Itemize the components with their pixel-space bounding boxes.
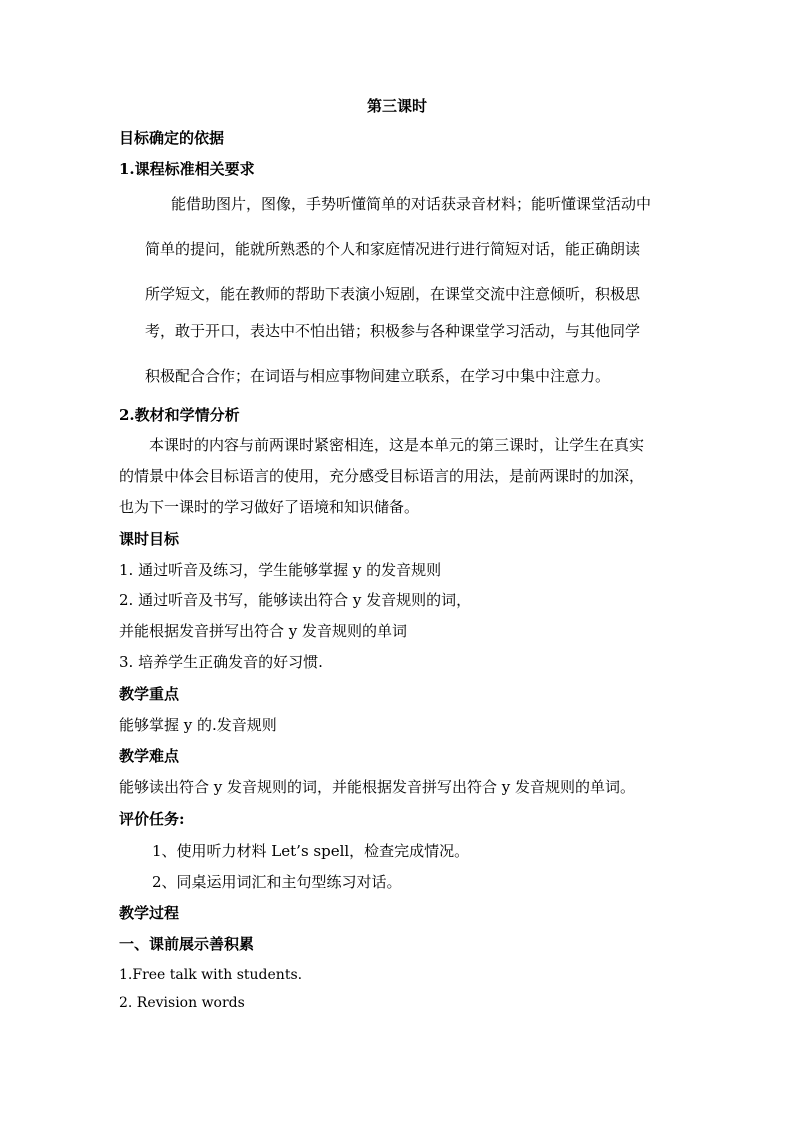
heading-key: 教学重点 — [119, 685, 180, 703]
key-text: 能够掌握 y 的.发音规则 — [119, 716, 277, 734]
heading-basis: 目标确定的依据 — [119, 129, 225, 147]
eval-item-2: 2、同桌运用词汇和主句型练习对话。 — [152, 873, 402, 891]
goal-item-3: 3. 培养学生正确发音的好习惯. — [119, 653, 323, 671]
page-title: 第三课时 — [366, 97, 427, 115]
goal-item-1: 1. 通过听音及练习，学生能够掌握 y 的发音规则 — [119, 561, 442, 579]
standard-line-5: 积极配合合作；在词语与相应事物间建立联系，在学习中集中注意力。 — [145, 367, 611, 385]
goal-item-2: 2. 通过听音及书写，能够读出符合 y 发音规则的词， — [119, 591, 472, 609]
heading-standard: 1.课程标准相关要求 — [119, 160, 255, 178]
analysis-line-3: 也为下一课时的学习做好了语境和知识储备。 — [119, 498, 420, 516]
standard-line-1: 能借助图片，图像，手势听懂简单的对话获录音材料；能听懂课堂活动中 — [171, 195, 652, 213]
goal-item-2-cont: 并能根据发音拼写出符合 y 发音规则的单词 — [119, 622, 408, 640]
difficult-text: 能够读出符合 y 发音规则的词，并能根据发音拼写出符合 y 发音规则的单词。 — [119, 778, 636, 796]
standard-line-4: 考，敢于开口，表达中不怕出错；积极参与各种课堂学习活动，与其他同学 — [145, 322, 641, 340]
heading-step1: 一、课前展示善积累 — [119, 935, 255, 953]
standard-line-2: 简单的提问，能就所熟悉的个人和家庭情况进行进行简短对话，能正确朗读 — [145, 240, 641, 258]
heading-goals: 课时目标 — [119, 530, 180, 548]
heading-process: 教学过程 — [119, 904, 180, 922]
step1-item-2: 2. Revision words — [119, 995, 245, 1011]
standard-line-3: 所学短文，能在教师的帮助下表演小短剧，在课堂交流中注意倾听，积极思 — [145, 285, 641, 303]
heading-eval: 评价任务: — [119, 810, 185, 828]
step1-item-1: 1.Free talk with students. — [119, 967, 303, 983]
eval-item-1: 1、使用听力材料 Let’s spell，检查完成情况。 — [152, 842, 470, 860]
heading-difficult: 教学难点 — [119, 747, 180, 765]
heading-analysis: 2.教材和学情分析 — [119, 406, 240, 424]
analysis-line-2: 的情景中体会目标语言的使用，充分感受目标语言的用法，是前两课时的加深， — [119, 467, 645, 485]
analysis-line-1: 本课时的内容与前两课时紧密相连，这是本单元的第三课时，让学生在真实 — [149, 436, 645, 454]
